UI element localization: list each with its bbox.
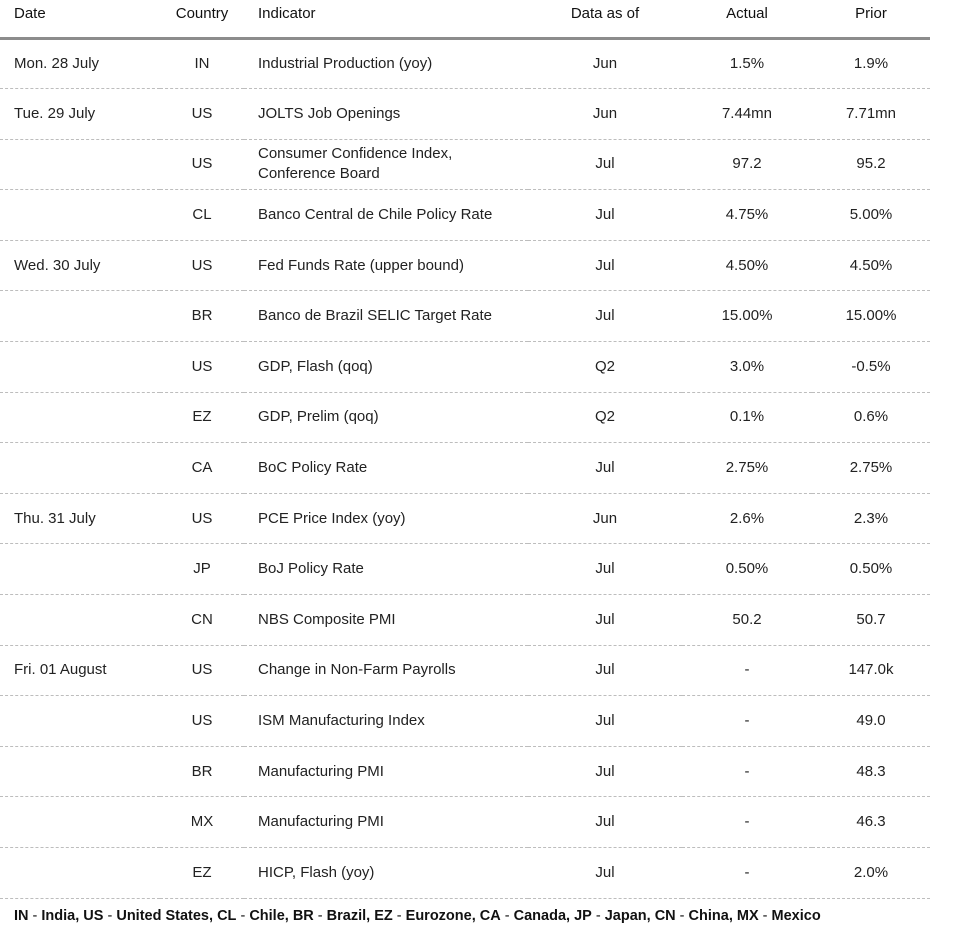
- cell-actual: 2.6%: [682, 493, 812, 544]
- cell-data-as-of: Jul: [528, 746, 682, 797]
- indicator-line: Conference Board: [258, 165, 380, 183]
- cell-actual: -: [682, 696, 812, 747]
- cell-indicator: Banco de Brazil SELIC Target Rate: [244, 291, 528, 342]
- cell-data-as-of: Jul: [528, 291, 682, 342]
- cell-actual: 15.00%: [682, 291, 812, 342]
- cell-country: BR: [160, 291, 244, 342]
- cell-data-as-of: Jul: [528, 240, 682, 291]
- cell-actual: 7.44mn: [682, 89, 812, 140]
- table-row: [0, 139, 930, 190]
- cell-country: JP: [160, 544, 244, 595]
- cell-country: US: [160, 139, 244, 190]
- cell-data-as-of: Jul: [528, 848, 682, 899]
- cell-actual: 50.2: [682, 595, 812, 646]
- cell-date: Tue. 29 July: [0, 89, 160, 140]
- cell-prior: 46.3: [812, 797, 930, 848]
- legend-country: United States: [116, 908, 210, 924]
- cell-date: [0, 190, 160, 241]
- table-row: [0, 696, 930, 747]
- header-date: Date: [0, 0, 160, 38]
- legend-country: Chile: [249, 908, 285, 924]
- cell-indicator: [244, 139, 528, 190]
- cell-actual: -: [682, 746, 812, 797]
- header-indicator: Indicator: [244, 0, 528, 38]
- table-row: [0, 38, 930, 89]
- cell-date: [0, 797, 160, 848]
- cell-data-as-of: Jul: [528, 595, 682, 646]
- cell-data-as-of: Jun: [528, 493, 682, 544]
- legend-code: JP: [574, 908, 592, 924]
- cell-indicator: NBS Composite PMI: [244, 595, 528, 646]
- cell-indicator: Industrial Production (yoy): [244, 38, 528, 89]
- cell-prior: 0.50%: [812, 544, 930, 595]
- cell-data-as-of: Jul: [528, 797, 682, 848]
- cell-date: [0, 443, 160, 494]
- table-row: [0, 544, 930, 595]
- legend-country: Brazil: [326, 908, 367, 924]
- cell-country: CA: [160, 443, 244, 494]
- cell-data-as-of: Q2: [528, 342, 682, 393]
- table-row: [0, 240, 930, 291]
- table-row: [0, 645, 930, 696]
- cell-actual: 2.75%: [682, 443, 812, 494]
- table-row: [0, 190, 930, 241]
- cell-data-as-of: Jun: [528, 89, 682, 140]
- cell-indicator: BoJ Policy Rate: [244, 544, 528, 595]
- cell-data-as-of: Jul: [528, 645, 682, 696]
- cell-date: Wed. 30 July: [0, 240, 160, 291]
- cell-country: US: [160, 696, 244, 747]
- table-row: [0, 848, 930, 899]
- table-row: [0, 443, 930, 494]
- cell-data-as-of: Jun: [528, 38, 682, 89]
- cell-actual: -: [682, 848, 812, 899]
- table-row: [0, 342, 930, 393]
- cell-actual: -: [682, 645, 812, 696]
- legend-country: Canada: [513, 908, 567, 924]
- cell-date: [0, 342, 160, 393]
- cell-date: [0, 544, 160, 595]
- table-row: [0, 797, 930, 848]
- cell-actual: 0.1%: [682, 392, 812, 443]
- table-row: [0, 595, 930, 646]
- cell-date: [0, 392, 160, 443]
- legend-country: Eurozone: [405, 908, 472, 924]
- cell-prior: 7.71mn: [812, 89, 930, 140]
- country-code-legend: IN - India, US - United States, CL - Chile, BR - Brazil, EZ - Eurozone, CA - Canada, JP - Japan, CN - China, MX - Mexico: [14, 908, 821, 924]
- cell-data-as-of: Q2: [528, 392, 682, 443]
- cell-actual: 4.75%: [682, 190, 812, 241]
- cell-country: MX: [160, 797, 244, 848]
- cell-prior: 95.2: [812, 139, 930, 190]
- legend-country: Japan: [604, 908, 647, 924]
- header-actual: Actual: [682, 0, 812, 38]
- header-country: Country: [160, 0, 244, 38]
- cell-indicator: JOLTS Job Openings: [244, 89, 528, 140]
- cell-date: [0, 848, 160, 899]
- table-row: [0, 291, 930, 342]
- cell-actual: 3.0%: [682, 342, 812, 393]
- cell-date: Fri. 01 August: [0, 645, 160, 696]
- cell-date: [0, 291, 160, 342]
- cell-prior: 2.75%: [812, 443, 930, 494]
- cell-indicator: GDP, Prelim (qoq): [244, 392, 528, 443]
- cell-prior: 50.7: [812, 595, 930, 646]
- cell-data-as-of: Jul: [528, 139, 682, 190]
- cell-country: EZ: [160, 392, 244, 443]
- cell-prior: -0.5%: [812, 342, 930, 393]
- cell-actual: 97.2: [682, 139, 812, 190]
- legend-code: EZ: [374, 908, 393, 924]
- cell-data-as-of: Jul: [528, 544, 682, 595]
- cell-indicator: Manufacturing PMI: [244, 746, 528, 797]
- header-prior: Prior: [812, 0, 930, 38]
- cell-prior: 48.3: [812, 746, 930, 797]
- cell-indicator: ISM Manufacturing Index: [244, 696, 528, 747]
- legend-code: BR: [292, 908, 314, 924]
- cell-prior: 2.3%: [812, 493, 930, 544]
- cell-date: [0, 746, 160, 797]
- cell-date: [0, 696, 160, 747]
- cell-data-as-of: Jul: [528, 696, 682, 747]
- cell-prior: 15.00%: [812, 291, 930, 342]
- header-row: [0, 0, 930, 38]
- cell-actual: -: [682, 797, 812, 848]
- indicator-line: Consumer Confidence Index,: [258, 145, 453, 163]
- legend-code: MX: [736, 908, 759, 924]
- cell-data-as-of: Jul: [528, 443, 682, 494]
- cell-country: IN: [160, 38, 244, 89]
- cell-actual: 4.50%: [682, 240, 812, 291]
- table-row: [0, 392, 930, 443]
- legend-country: Mexico: [771, 908, 821, 924]
- cell-country: CN: [160, 595, 244, 646]
- cell-country: EZ: [160, 848, 244, 899]
- cell-actual: 0.50%: [682, 544, 812, 595]
- cell-indicator: Banco Central de Chile Policy Rate: [244, 190, 528, 241]
- table-row: [0, 746, 930, 797]
- cell-prior: 4.50%: [812, 240, 930, 291]
- cell-prior: 5.00%: [812, 190, 930, 241]
- cell-indicator: PCE Price Index (yoy): [244, 493, 528, 544]
- legend-code: US: [83, 908, 104, 924]
- cell-indicator: BoC Policy Rate: [244, 443, 528, 494]
- cell-date: [0, 139, 160, 190]
- cell-date: Thu. 31 July: [0, 493, 160, 544]
- table-row: [0, 493, 930, 544]
- cell-country: BR: [160, 746, 244, 797]
- cell-indicator: Change in Non-Farm Payrolls: [244, 645, 528, 696]
- cell-prior: 147.0k: [812, 645, 930, 696]
- legend-country: India: [41, 908, 76, 924]
- legend-code: CN: [654, 908, 676, 924]
- table-row: [0, 89, 930, 140]
- header-data-as-of: Data as of: [528, 0, 682, 38]
- cell-prior: 49.0: [812, 696, 930, 747]
- cell-indicator: Manufacturing PMI: [244, 797, 528, 848]
- legend-code: IN: [14, 908, 29, 924]
- cell-country: US: [160, 645, 244, 696]
- cell-indicator: GDP, Flash (qoq): [244, 342, 528, 393]
- cell-prior: 2.0%: [812, 848, 930, 899]
- cell-indicator: Fed Funds Rate (upper bound): [244, 240, 528, 291]
- cell-indicator: HICP, Flash (yoy): [244, 848, 528, 899]
- legend-code: CA: [479, 908, 501, 924]
- cell-country: US: [160, 240, 244, 291]
- cell-country: US: [160, 89, 244, 140]
- cell-country: CL: [160, 190, 244, 241]
- cell-prior: 0.6%: [812, 392, 930, 443]
- cell-date: Mon. 28 July: [0, 38, 160, 89]
- cell-data-as-of: Jul: [528, 190, 682, 241]
- cell-actual: 1.5%: [682, 38, 812, 89]
- legend-country: China: [688, 908, 729, 924]
- cell-prior: 1.9%: [812, 38, 930, 89]
- cell-country: US: [160, 342, 244, 393]
- legend-code: CL: [217, 908, 237, 924]
- cell-date: [0, 595, 160, 646]
- cell-country: US: [160, 493, 244, 544]
